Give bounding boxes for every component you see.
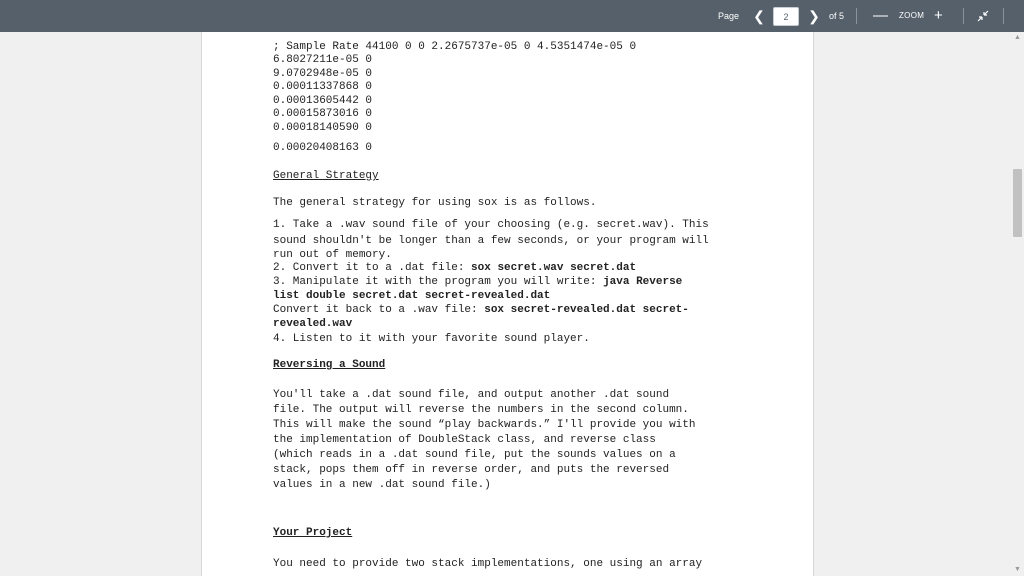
total-pages-label: of 5 — [829, 11, 845, 21]
paragraph-line: You'll take a .dat sound file, and output another .dat sound — [273, 389, 670, 401]
data-line: 9.0702948e-05 0 — [273, 68, 373, 80]
section-heading-reversing-a-sound: Reversing a Sound — [273, 359, 386, 371]
command-text: sox secret.wav secret.dat — [471, 262, 637, 274]
paragraph-line: The general strategy for using sox is as follows. — [273, 197, 597, 209]
section-heading-general-strategy: General Strategy — [273, 170, 379, 182]
paragraph-line — [273, 304, 689, 317]
data-line: ; Sample Rate 44100 0 0 2.2675737e-05 0 4.5351474e-05 0 — [273, 41, 637, 53]
command-text: revealed.wav — [273, 318, 353, 330]
command-text: list double secret.dat secret-revealed.dat — [273, 290, 551, 302]
paragraph-line: sound shouldn't be longer than a few seconds, or your program will — [273, 235, 709, 247]
paragraph-line: values in a new .dat sound file.) — [273, 479, 491, 491]
data-line: 0.00018140590 0 — [273, 122, 373, 134]
toolbar-divider — [963, 8, 964, 24]
scroll-down-icon[interactable]: ▼ — [1014, 566, 1021, 573]
document-page — [201, 32, 814, 576]
command-text: sox secret-revealed.dat secret- — [484, 304, 689, 316]
paragraph-line: file. The output will reverse the numbers in the second column. — [273, 404, 689, 416]
command-text: java Reverse — [603, 276, 683, 288]
paragraph-line: 1. Take a .wav sound file of your choosing (e.g. secret.wav). This — [273, 219, 709, 231]
minus-icon[interactable]: — — [873, 7, 888, 24]
chevron-right-icon[interactable]: ❯ — [808, 8, 820, 24]
data-line: 0.00015873016 0 — [273, 108, 373, 120]
step-text: Convert it back to a .wav file: — [273, 304, 485, 316]
toolbar-divider — [1003, 8, 1004, 24]
paragraph-line — [273, 276, 682, 289]
paragraph-line: the implementation of DoubleStack class, and reverse class — [273, 434, 656, 446]
vertical-scrollbar[interactable] — [1011, 32, 1024, 576]
zoom-label: ZOOM — [899, 11, 925, 20]
paragraph-line: 4. Listen to it with your favorite sound player. — [273, 333, 590, 345]
paragraph-line: (which reads in a .dat sound file, put the sounds values on a — [273, 449, 676, 461]
paragraph-line: stack, pops them off in reverse order, and puts the reversed — [273, 464, 670, 476]
paragraph-line — [273, 290, 550, 303]
step-text: 2. Convert it to a .dat file: — [273, 262, 472, 274]
collapse-arrows-icon[interactable] — [974, 0, 992, 32]
data-line: 6.8027211e-05 0 — [273, 54, 373, 66]
paragraph-line — [273, 262, 636, 275]
pdf-toolbar — [0, 0, 1024, 32]
scroll-thumb[interactable] — [1013, 169, 1022, 237]
section-heading-your-project: Your Project — [273, 527, 353, 539]
paragraph-line: run out of memory. — [273, 249, 392, 261]
page-label: Page — [718, 11, 740, 21]
data-line: 0.00013605442 0 — [273, 95, 373, 107]
toolbar-divider — [856, 8, 857, 24]
chevron-left-icon[interactable]: ❮ — [753, 8, 765, 24]
paragraph-line: This will make the sound “play backwards.” I'll provide you with — [273, 419, 696, 431]
data-line: 0.00011337868 0 — [273, 81, 373, 93]
scroll-up-icon[interactable]: ▲ — [1014, 34, 1021, 41]
paragraph-line: You need to provide two stack implementations, one using an array — [273, 558, 703, 570]
document-viewer[interactable] — [0, 32, 1024, 576]
data-line: 0.00020408163 0 — [273, 142, 373, 154]
page-number-input[interactable] — [773, 7, 799, 26]
step-text: 3. Manipulate it with the program you will write: — [273, 276, 604, 288]
paragraph-line — [273, 318, 352, 331]
plus-icon[interactable]: + — [934, 7, 943, 24]
